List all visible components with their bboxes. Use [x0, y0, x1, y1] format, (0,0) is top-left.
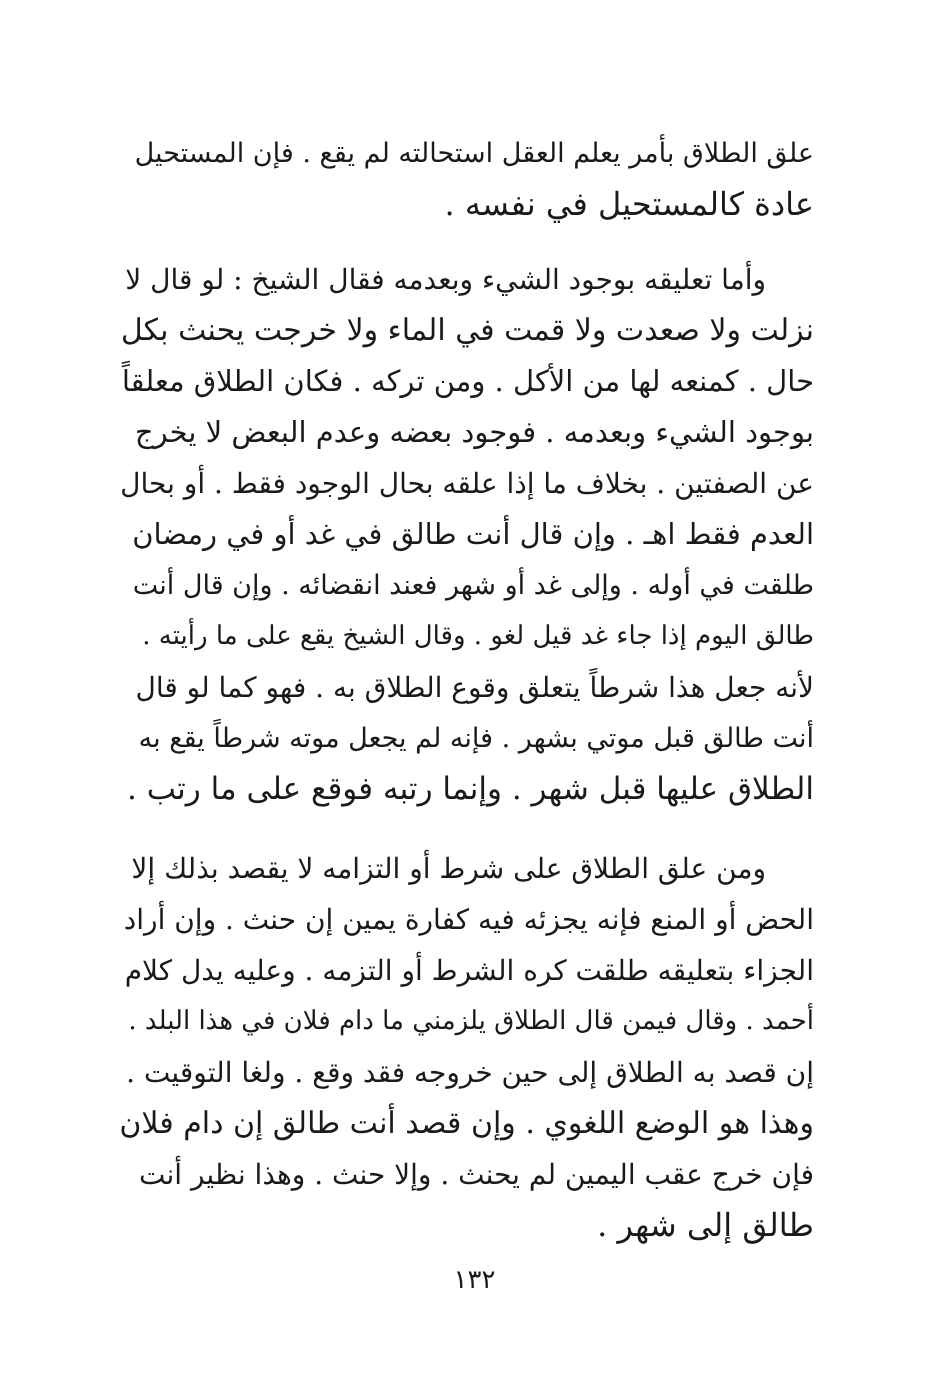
text-line: وهذا هو الوضع اللغوي . وإن قصد أنت طالق إن دام فلان: [119, 1106, 814, 1141]
text-line: أنت طالق قبل موتي بشهر . فإنه لم يجعل موته شرطاً يقع به: [138, 723, 814, 754]
text-line: طالق اليوم إذا جاء غد قيل لغو . وقال الشيخ يقع على ما رأيته .: [142, 621, 814, 651]
text-line: الطلاق عليها قبل شهر . وإنما رتبه فوقع على ما رتب .: [127, 771, 814, 807]
text-line: طالق إلى شهر .: [597, 1206, 814, 1244]
paragraph-3: [118, 843, 814, 1251]
text-line: وأما تعليقه بوجود الشيء وبعدمه فقال الشيخ : لو قال لا: [125, 263, 766, 296]
text-line: عن الصفتين . بخلاف ما إذا علقه بحال الوجود فقط . أو بحال: [120, 467, 814, 500]
text-line: الجزاء بتعليقه طلقت كره الشرط أو التزمه . وعليه يدل كلام: [124, 954, 814, 987]
text-line: علق الطلاق بأمر يعلم العقل استحالته لم يقع . فإن المستحيل: [134, 138, 814, 169]
text-line: نزلت ولا صعدت ولا قمت في الماء ولا خرجت يحنث بكل: [120, 313, 814, 348]
text-line: لأنه جعل هذا شرطاً يتعلق وقوع الطلاق به . فهو كما لو قال: [135, 671, 814, 704]
page-number: ١٣٢: [453, 1265, 496, 1295]
text-line: إن قصد به الطلاق إلى حين خروجه فقد وقع . ولغا التوقيت .: [126, 1056, 814, 1089]
text-line: بوجود الشيء وبعدمه . فوجود بعضه وعدم البعض لا يخرج: [134, 415, 814, 449]
text-line: فإن خرج عقب اليمين لم يحنث . وإلا حنث . وهذا نظير أنت: [139, 1158, 814, 1191]
text-line: حال . كمنعه لها من الأكل . ومن تركه . فكان الطلاق معلقاً: [121, 364, 814, 398]
text-line: عادة كالمستحيل في نفسه .: [444, 185, 814, 223]
text-line: ومن علق الطلاق على شرط أو التزامه لا يقصد بذلك إلا: [131, 852, 766, 885]
text-line: الحض أو المنع فإنه يجزئه فيه كفارة يمين إن حنث . وإن أراد: [123, 903, 814, 936]
paragraph-2: [118, 254, 814, 815]
text-line: العدم فقط اهـ . وإن قال أنت طالق في غد أو في رمضان: [132, 517, 814, 551]
text-line: أحمد . وقال فيمن قال الطلاق يلزمني ما دام فلان في هذا البلد .: [128, 1006, 814, 1036]
text-line: طلقت في أوله . وإلى غد أو شهر فعند انقضائه . وإن قال أنت: [132, 570, 814, 601]
paragraph-1: [118, 128, 814, 230]
